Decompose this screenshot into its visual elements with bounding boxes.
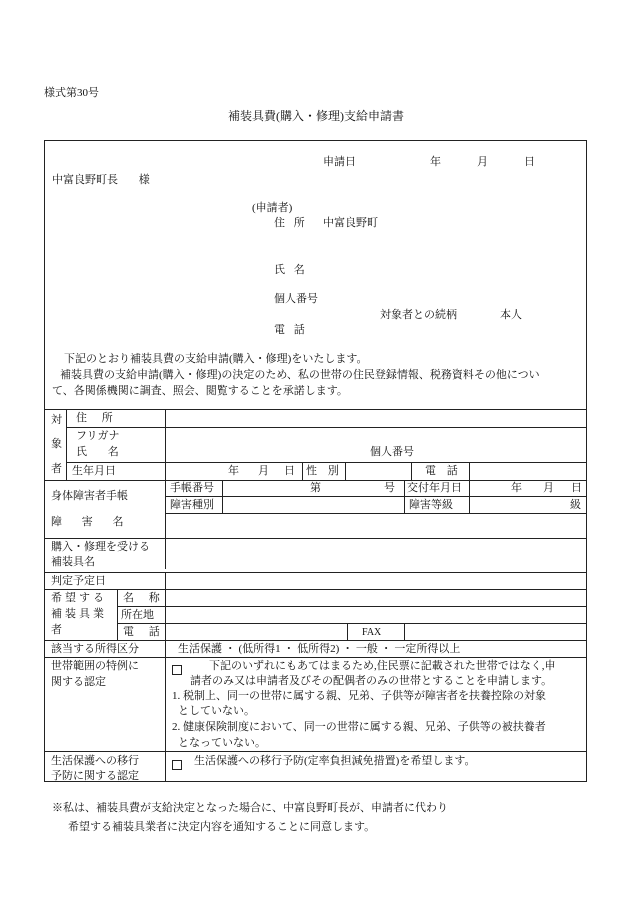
handbook-number-prefix: 第 — [310, 482, 321, 494]
income-category-label: 該当する所得区分 — [51, 643, 139, 655]
applicant-name-label: 氏 名 — [274, 264, 305, 276]
device-name-label-1: 購入・修理を受ける — [51, 541, 150, 553]
welfare-text: 生活保護への移行予防(定率負担減免措置)を希望します。 — [194, 755, 476, 767]
household-item-1a: 1. 税制上、同一の世帯に属する親、兄弟、子供等が障害者を扶養控除の対象 — [172, 690, 546, 702]
disability-type-label: 障害種別 — [170, 499, 214, 511]
subject-gender-label: 性 別 — [306, 465, 339, 477]
assessment-date-label: 判定予定日 — [51, 575, 106, 587]
application-date-label: 申請日 — [323, 156, 356, 168]
welfare-label-2: 予防に関する認定 — [51, 770, 139, 782]
footer-note-2: 希望する補装具業者に決定内容を通知することに同意します。 — [68, 821, 376, 833]
household-item-2b: となっていない。 — [178, 737, 266, 749]
household-item-2a: 2. 健康保険制度において、同一の世帯に属する親、兄弟、子供等の被扶養者 — [172, 721, 546, 733]
subject-side-label-1: 対 — [51, 414, 62, 426]
footer-note-1: ※私は、補装具費が支給決定となった場合に、中富良野町長が、申請者に代わり — [52, 802, 448, 814]
subject-side-label-2: 象 — [51, 438, 62, 450]
issue-month-label: 月 — [543, 482, 554, 494]
application-day-label: 日 — [524, 156, 535, 168]
form-title: 補装具費(購入・修理)支給申請書 — [228, 109, 404, 123]
applicant-personal-number-label: 個人番号 — [274, 293, 318, 305]
subject-side-label-3: 者 — [51, 463, 62, 475]
household-checkbox[interactable] — [172, 661, 186, 679]
disability-grade-label: 障害等級 — [409, 499, 453, 511]
handbook-label: 身体障害者手帳 — [51, 490, 128, 502]
subject-birth-month-label: 月 — [258, 465, 269, 477]
relation-value: 本人 — [500, 309, 522, 321]
household-label-2: 関する認定 — [51, 676, 106, 688]
handbook-number-label: 手帳番号 — [170, 482, 214, 494]
subject-birthdate-label: 生年月日 — [72, 465, 116, 477]
vendor-label-1: 希望する — [51, 592, 107, 604]
device-name-label-2: 補装具名 — [51, 556, 95, 568]
welfare-checkbox[interactable] — [172, 756, 186, 774]
applicant-phone-label: 電 話 — [274, 324, 305, 336]
vendor-name-label: 名 称 — [123, 592, 160, 604]
vendor-label-3: 者 — [51, 624, 62, 636]
welfare-label-1: 生活保護への移行 — [51, 755, 139, 767]
statement-line-3: て、各関係機関に調査、照会、閲覧することを承諾します。 — [52, 385, 348, 397]
subject-phone-label: 電 話 — [425, 465, 458, 477]
vendor-location-label: 所在地 — [121, 609, 154, 621]
form-number: 様式第30号 — [44, 87, 99, 99]
relation-label: 対象者との続柄 — [380, 309, 457, 321]
vendor-label-2: 補装具業 — [51, 608, 107, 620]
statement-line-2: 補装具費の支給申請(購入・修理)の決定のため、私の世帯の住民登録情報、税務資料その他につい — [60, 369, 540, 381]
application-month-label: 月 — [477, 156, 488, 168]
household-text-1: 下記のいずれにもあてはまるため,住民票に記載された世帯ではなく,申 — [209, 660, 556, 672]
subject-furigana-label: フリガナ — [76, 430, 120, 442]
vendor-fax-label: FAX — [362, 627, 382, 638]
vendor-phone-label: 電 話 — [123, 626, 160, 638]
income-category-options: 生活保護 ・ (低所得1 ・ 低所得2) ・ 一般 ・ 一定所得以上 — [178, 643, 461, 655]
subject-birth-year-label: 年 — [228, 465, 239, 477]
issue-day-label: 日 — [571, 482, 582, 494]
issue-date-label: 交付年月日 — [407, 482, 462, 494]
disability-name-label: 障 害 名 — [51, 516, 124, 528]
applicant-address-value: 中富良野町 — [323, 217, 378, 229]
statement-line-1: 下記のとおり補装具費の支給申請(購入・修理)をいたします。 — [64, 353, 368, 365]
handbook-number-suffix: 号 — [384, 482, 395, 494]
household-text-2: 請者のみ又は申請者及びその配偶者のみの世帯とすることを申請します。 — [190, 675, 553, 687]
subject-personal-number-label: 個人番号 — [370, 446, 414, 458]
issue-year-label: 年 — [511, 482, 522, 494]
applicant-label: (申請者) — [252, 202, 293, 214]
subject-address-label: 住 所 — [76, 412, 113, 424]
subject-birth-day-label: 日 — [284, 465, 295, 477]
addressee: 中富良野町長 様 — [52, 174, 150, 186]
application-year-label: 年 — [430, 156, 441, 168]
subject-name-label: 氏 名 — [76, 446, 119, 458]
disability-grade-suffix: 級 — [570, 499, 581, 511]
household-item-1b: としていない。 — [178, 705, 255, 717]
household-label-1: 世帯範囲の特例に — [51, 660, 139, 672]
applicant-address-label: 住 所 — [274, 217, 305, 229]
